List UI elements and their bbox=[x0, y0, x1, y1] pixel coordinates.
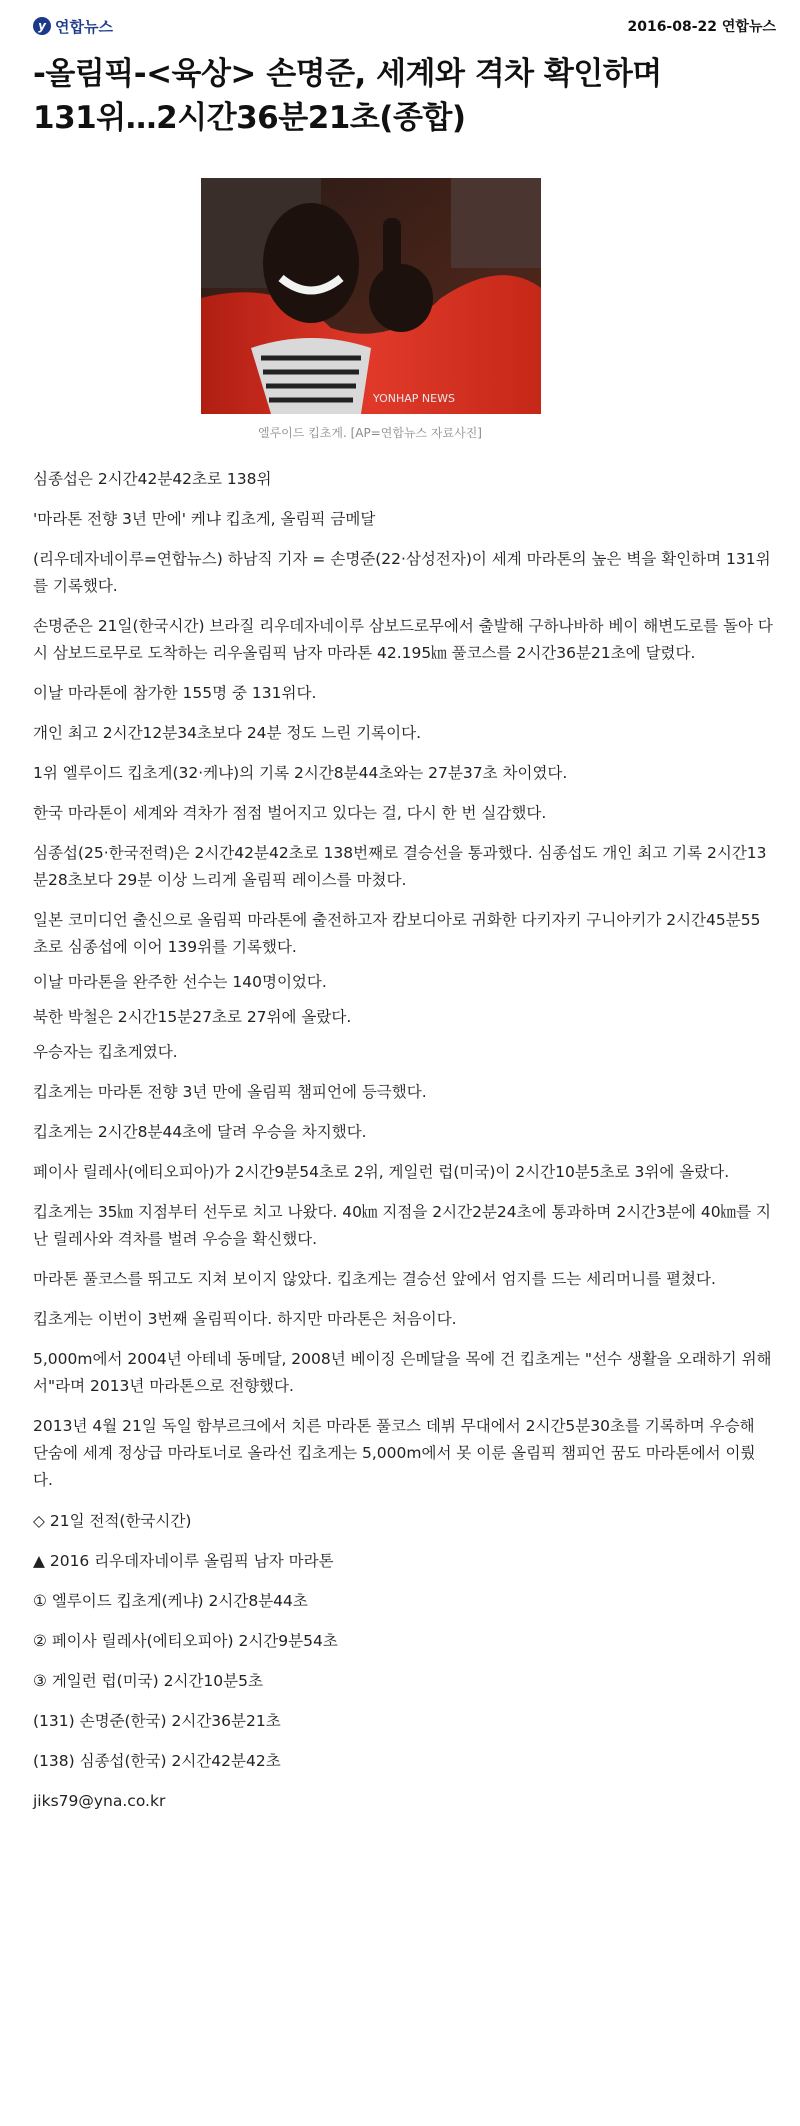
photo-caption: 엘루이드 킵초게. [AP=연합뉴스 자료사진] bbox=[257, 426, 482, 440]
logo-text: 연합뉴스 bbox=[55, 17, 113, 36]
result-item: ② 페이사 릴레사(에티오피아) 2시간9분54초 bbox=[33, 1632, 338, 1650]
paragraph: 손명준은 21일(한국시간) 브라질 리우데자네이루 삼보드로무에서 출발해 구하나바하 베이 해변도로를 돌아 다시 삼보드로무로 도착하는 리우올림픽 남자 마라톤 42.195㎞ 풀코스를 2시간36분21초에 달렸다. bbox=[33, 617, 773, 662]
paragraph: 킵초게는 35㎞ 지점부터 선두로 치고 나왔다. 40㎞ 지점을 2시간2분24초에 통과하며 2시간3분에 40㎞를 지난 릴레사와 격차를 벌려 우승을 확신했다. bbox=[33, 1203, 771, 1248]
paragraph: 킵초게는 마라톤 전향 3년 만에 올림픽 챔피언에 등극했다. bbox=[33, 1083, 427, 1101]
headline-line-1: -올림픽-<육상> 손명준, 세계와 격차 확인하며 bbox=[33, 56, 662, 92]
headline-line-2: 131위…2시간36분21초(종합) bbox=[33, 100, 466, 136]
paragraph: 킵초게는 2시간8분44초에 달려 우승을 차지했다. bbox=[33, 1123, 367, 1141]
paragraph: 이날 마라톤을 완주한 선수는 140명이었다. bbox=[33, 973, 327, 991]
runner-photo bbox=[201, 178, 541, 414]
results-heading: ◇ 21일 전적(한국시간) bbox=[33, 1512, 192, 1530]
paragraph: 마라톤 풀코스를 뛰고도 지쳐 보이지 않았다. 킵초게는 결승선 앞에서 엄지를 드는 세리머니를 펼쳤다. bbox=[33, 1270, 716, 1288]
paragraph: 킵초게는 이번이 3번째 올림픽이다. 하지만 마라톤은 처음이다. bbox=[33, 1310, 457, 1328]
paragraph: 이날 마라톤에 참가한 155명 중 131위다. bbox=[33, 684, 317, 702]
article-photo bbox=[201, 178, 541, 414]
result-item: ① 엘루이드 킵초게(케냐) 2시간8분44초 bbox=[33, 1592, 308, 1610]
photo-watermark: YONHAP NEWS bbox=[373, 392, 455, 405]
results-event: ▲ 2016 리우데자네이루 올림픽 남자 마라톤 bbox=[33, 1552, 334, 1570]
paragraph: 한국 마라톤이 세계와 격차가 점점 벌어지고 있다는 걸, 다시 한 번 실감했다. bbox=[33, 804, 547, 822]
result-item: ③ 게일런 럽(미국) 2시간10분5초 bbox=[33, 1672, 263, 1690]
top-bar bbox=[33, 8, 776, 44]
paragraph: 심종섭(25·한국전력)은 2시간42분42초로 138번째로 결승선을 통과했다. 심종섭도 개인 최고 기록 2시간13분28초보다 29분 이상 느리게 올림픽 레이스를 마쳤다. bbox=[33, 844, 767, 889]
paragraph: 페이사 릴레사(에티오피아)가 2시간9분54초로 2위, 게일런 럽(미국)이 2시간10분5초로 3위에 올랐다. bbox=[33, 1163, 730, 1181]
yonhap-logo-icon: y bbox=[33, 17, 51, 35]
headline bbox=[33, 52, 773, 140]
paragraph: 개인 최고 2시간12분34초보다 24분 정도 느린 기록이다. bbox=[33, 724, 422, 742]
paragraph: 2013년 4월 21일 독일 함부르크에서 치른 마라톤 풀코스 데뷔 무대에서 2시간5분30초를 기록하며 우승해 단숨에 세계 정상급 마라토너로 올라선 킵초게는 5,000m에서 못 이룬 올림픽 챔피언 꿈도 마라톤에서 이뤘다. bbox=[33, 1417, 756, 1489]
paragraph: 심종섭은 2시간42분42초로 138위 bbox=[33, 470, 272, 488]
yonhap-logo bbox=[33, 16, 113, 37]
paragraph: 5,000m에서 2004년 아테네 동메달, 2008년 베이징 은메달을 목에 건 킵초게는 "선수 생활을 오래하기 위해서"라며 2013년 마라톤으로 전향했다. bbox=[33, 1350, 772, 1395]
paragraph: 우승자는 킵초게였다. bbox=[33, 1043, 178, 1061]
result-item: (131) 손명준(한국) 2시간36분21초 bbox=[33, 1712, 281, 1730]
paragraph: (리우데자네이루=연합뉴스) 하남직 기자 = 손명준(22·삼성전자)이 세계 마라톤의 높은 벽을 확인하며 131위를 기록했다. bbox=[33, 550, 771, 595]
date-source: 2016-08-22 연합뉴스 bbox=[627, 19, 776, 35]
reporter-email[interactable]: jiks79@yna.co.kr bbox=[33, 1792, 166, 1810]
paragraph: 1위 엘루이드 킵초게(32·케냐)의 기록 2시간8분44초와는 27분37초 차이였다. bbox=[33, 764, 568, 782]
paragraph: 일본 코미디언 출신으로 올림픽 마라톤에 출전하고자 캄보디아로 귀화한 다키자키 구니아키가 2시간45분55초로 심종섭에 이어 139위를 기록했다. bbox=[33, 911, 761, 956]
result-item: (138) 심종섭(한국) 2시간42분42초 bbox=[33, 1752, 281, 1770]
results-list bbox=[33, 1508, 773, 1775]
article-body bbox=[33, 466, 773, 1828]
paragraph: '마라톤 전향 3년 만에' 케냐 킵초게, 올림픽 금메달 bbox=[33, 510, 376, 528]
paragraph: 북한 박철은 2시간15분27초로 27위에 올랐다. bbox=[33, 1008, 352, 1026]
